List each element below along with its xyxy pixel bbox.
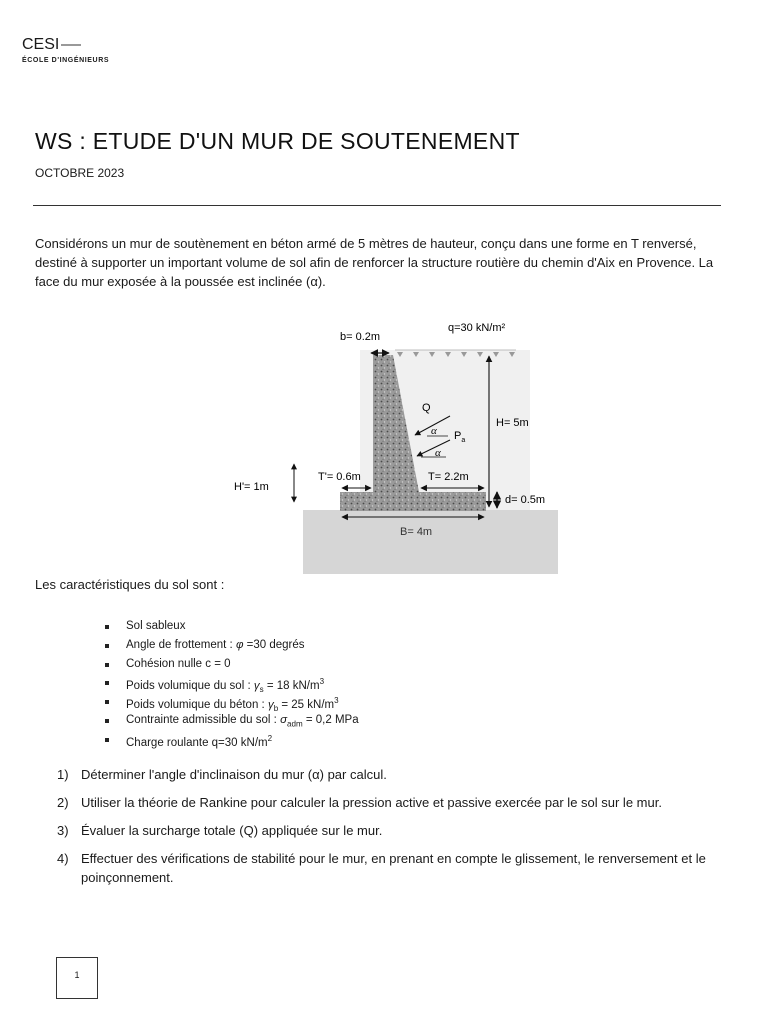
list-item: Charge roulante q=30 $kN/m^2$ [105, 730, 359, 749]
label-H: H= 5m [496, 417, 529, 429]
intro-paragraph: Considérons un mur de soutènement en béton armé de 5 mètres de hauteur, conçu dans une forme en T renversé, destiné à supporter un important volume de sol afin de renforcer la structure routière du chemin d'Aix en Provence. La face du mur exposée à la poussée est inclinée (α). [35, 236, 714, 289]
question-item: 2) Utiliser la théorie de Rankine pour calculer la pression active et passive exercée par le sol sur le mur. [57, 795, 662, 810]
list-item: Cohésion nulle c = 0 [105, 655, 359, 674]
question-item: 1) Déterminer l'angle d'inclinaison du mur (α) par calcul. [57, 767, 387, 782]
ground [303, 510, 558, 574]
header-divider [33, 205, 721, 206]
label-q: q=30 kN/m² [448, 322, 506, 334]
label-T: T= 2.2m [428, 471, 469, 483]
list-item: Poids volumique du béton : $\gamma_b = 25$ $kN/m^3$ [105, 692, 359, 711]
wall-footing [340, 492, 486, 511]
label-Tp: T'= 0.6m [318, 471, 361, 483]
retaining-wall-diagram [200, 310, 570, 578]
label-B: B= 4m [400, 526, 433, 538]
cesi-logo [22, 36, 109, 64]
soil-section-title: Les caractéristiques du sol sont : [35, 577, 225, 592]
logo-name: CESI [22, 36, 109, 54]
document-title: WS : ETUDE D'UN MUR DE SOUTENEMENT [35, 128, 520, 154]
document-date: OCTOBRE 2023 [35, 166, 125, 180]
soil-characteristics-list [105, 617, 359, 749]
list-item: Sol sableux [105, 617, 359, 636]
list-item: Poids volumique du sol : $\gamma_s = 18$ $kN/m^3$ [105, 673, 359, 692]
question-item: 4) Effectuer des vérifications de stabilité pour le mur, en prenant en compte le glissement, le renversement et le poinçonnement. [57, 851, 706, 885]
questions-list [57, 765, 747, 896]
list-item: Contrainte admissible du sol : $\sigma_{adm} = 0,2$ MPa [105, 711, 359, 730]
list-item: Angle de frottement : φ =30 degrés [105, 636, 359, 655]
label-Q: Q [422, 402, 431, 414]
label-b: b= 0.2m [340, 331, 381, 343]
logo-subtitle: ÉCOLE D'INGÉNIEURS [22, 57, 110, 64]
label-Hp: H'= 1m [234, 481, 269, 493]
label-alpha-2: α [435, 447, 441, 459]
page-number: 1 [56, 957, 98, 999]
question-item: 3) Évaluer la surcharge totale (Q) appliquée sur le mur. [57, 823, 383, 838]
label-alpha-1: α [431, 425, 437, 437]
label-Pa: $P_a$ [454, 430, 466, 444]
label-d: d= 0.5m [505, 494, 546, 506]
